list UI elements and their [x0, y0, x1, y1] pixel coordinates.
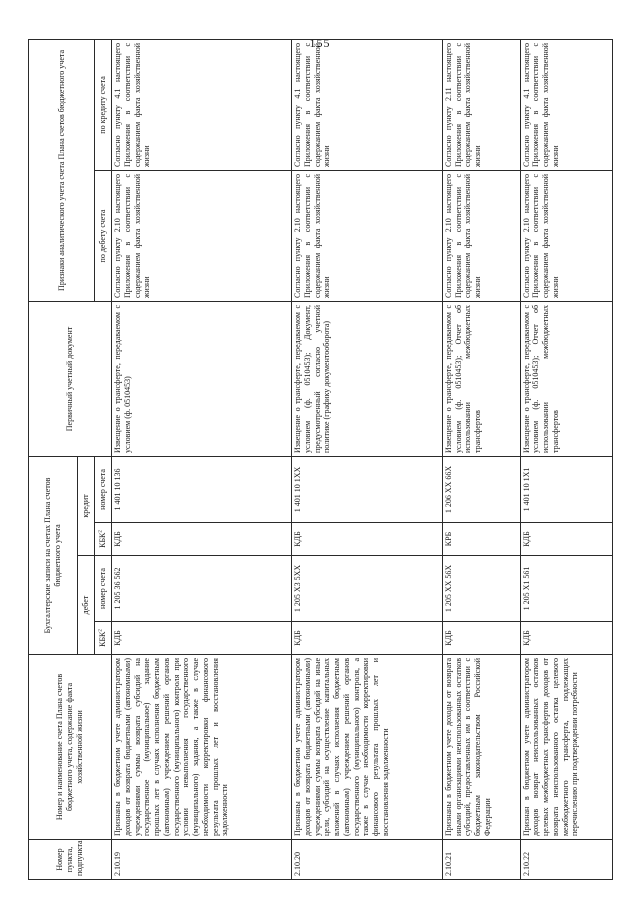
header-analytic-debit: по дебету счета [95, 170, 112, 301]
page-number: 155 [309, 36, 331, 50]
row-kbk-debit: КДБ [520, 622, 612, 655]
table-row [442, 39, 520, 879]
kbk-debit-footnote: 2 [98, 629, 104, 632]
row-analytic-credit: Согласно пункту 2.11 настоящего Приложения в соответствии с содержанием факта хозяйственной жизни [442, 39, 520, 170]
row-kbk-credit: КРБ [442, 523, 520, 556]
header-item-number: Номер пункта, подпункта [29, 840, 112, 880]
row-primary-document: Извещение о трансферте, передаваемом с условием (ф. 0510453); Отчет об использовании межбюджетных трансфертов [520, 301, 612, 456]
row-debit-account: 1 205 XX 56X [442, 556, 520, 622]
header-credit: кредит [78, 456, 95, 555]
row-primary-document: Извещение о трансферте, передаваемом с условием (ф. 0510453); Документ, предусмотренный согласно учетной политике (графику документооборота) [292, 301, 443, 456]
row-content: Признаны в бюджетном учете доходы от возврата иными организациями неиспользованных остатков субсидий, предоставленных им в соответствии с бюджетным законодательством Российской Федерации [442, 655, 520, 840]
row-primary-document: Извещение о трансферте, передаваемом с условием (ф. 0510453) [112, 301, 292, 456]
row-credit-account: 1 401 10 1X1 [520, 456, 612, 522]
row-debit-account: 1 205 X1 561 [520, 556, 612, 622]
row-credit-account: 1 401 10 1XX [292, 456, 443, 522]
rotated-table-wrapper [28, 40, 613, 880]
row-item-number: 2.10.19 [112, 840, 292, 880]
header-debit: дебет [78, 556, 95, 655]
row-credit-account: 1 206 XX 66X [442, 456, 520, 522]
row-kbk-debit: КДБ [442, 622, 520, 655]
row-analytic-debit: Согласно пункту 2.10 настоящего Приложения в соответствии с содержанием факта хозяйственной жизни [292, 170, 443, 301]
row-kbk-debit: КДБ [292, 622, 443, 655]
row-analytic-debit: Согласно пункту 2.10 настоящего Приложения в соответствии с содержанием факта хозяйственной жизни [112, 170, 292, 301]
row-item-number: 2.10.21 [442, 840, 520, 880]
row-content: Признаны в бюджетном учете администратором доходов от возврата бюджетными (автономными) учреждениями суммы возврата субсидий на иные цели, субсидий на осуществление капитальных вложений в случаях исполнения бюджетным (автономным) учреждением решений органов государственного (муниципального) контроля, а также в случае необходимости корректировки финансового результата прошлых лет и восстановления задолженности [292, 655, 443, 840]
row-content: Признаны в бюджетном учете администратором доходов от возврата бюджетными (автономными) учреждениями суммы возврата субсидий на государственное (муниципальное) задание прошлых лет в случаях исполнения бюджетным (автономным) учреждением решений органов государственного (муниципального) контроля при условии невыполнения государственного (муниципального) задания, а также в случае необходимости корректировки финансового результата прошлых лет и восстановления задолженности [112, 655, 292, 840]
table-row [292, 39, 443, 879]
row-analytic-credit: Согласно пункту 4.1 настоящего Приложения в соответствии с содержанием факта хозяйственной жизни [520, 39, 612, 170]
header-account-number-credit: номер счета [95, 456, 112, 522]
table-row [112, 39, 292, 879]
row-debit-account: 1 205 X3 5XX [292, 556, 443, 622]
row-analytic-debit: Согласно пункту 2.10 настоящего Приложения в соответствии с содержанием факта хозяйственной жизни [520, 170, 612, 301]
kbk-credit-footnote: 2 [98, 530, 104, 533]
row-kbk-credit: КДБ [112, 523, 292, 556]
row-analytic-credit: Согласно пункту 4.1 настоящего Приложения в соответствии с содержанием факта хозяйственной жизни [292, 39, 443, 170]
row-credit-account: 1 401 10 136 [112, 456, 292, 522]
table-row [520, 39, 612, 879]
row-kbk-credit: КДБ [520, 523, 612, 556]
row-debit-account: 1 205 36 562 [112, 556, 292, 622]
row-analytic-credit: Согласно пункту 4.1 настоящего Приложения в соответствии с содержанием факта хозяйственной жизни [112, 39, 292, 170]
accounting-entries-table [28, 39, 613, 880]
row-primary-document: Извещение о трансферте, передаваемом с условием (ф. 0510453); Отчет об использовании межбюджетных трансфертов [442, 301, 520, 456]
row-item-number: 2.10.20 [292, 840, 443, 880]
row-item-number: 2.10.22 [520, 840, 612, 880]
header-primary-document: Первичный учетный документ [29, 301, 112, 456]
header-kbk-credit [95, 523, 112, 556]
row-kbk-credit: КДБ [292, 523, 443, 556]
row-analytic-debit: Согласно пункту 2.10 настоящего Приложения в соответствии с содержанием факта хозяйственной жизни [442, 170, 520, 301]
header-account-number-debit: номер счета [95, 556, 112, 622]
header-kbk-debit [95, 622, 112, 655]
kbk-credit-label: КБК [98, 532, 108, 548]
header-entries-group: Бухгалтерские записи на счетах Плана счетов бюджетного учета [29, 456, 78, 654]
row-content: Признан в бюджетном учете администратором доходов возврат неиспользованных остатков целевых межбюджетных трансфертов доходов от возврата неиспользованного остатка целевого межбюджетного трансферта, подлежащих перечислению при подтверждении потребности [520, 655, 612, 840]
header-analytic-credit: по кредиту счета [95, 39, 112, 170]
row-kbk-debit: КДБ [112, 622, 292, 655]
kbk-debit-label: КБК [98, 631, 108, 647]
header-account-name: Номер и наименование счета Плана счетов бюджетного учета, содержание факта хозяйственной жизни [29, 655, 112, 840]
header-analytic-group: Признаки аналитического учета счета Плана счетов бюджетного учета [29, 39, 95, 301]
